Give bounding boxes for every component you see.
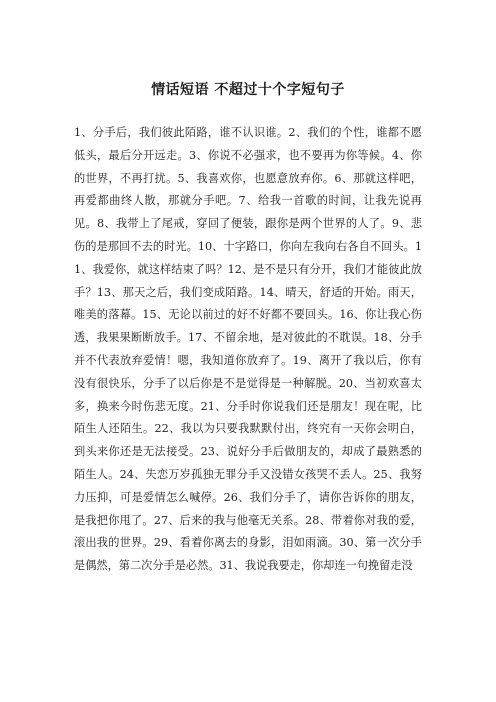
page-title: 情话短语 不超过十个字短句子 [151, 82, 345, 98]
body-paragraph: 1、分手后，我们彼此陌路，谁不认识谁。2、我们的个性，谁都不愿低头，最后分开远走。3、你说不必强求，也不要再为你等候。4、你的世界，不再打扰。5、我喜欢你，也愿意放弃你。6、那就这样吧，再爱都曲终人散，那就分手吧。7、给我一首歌的时间，让我先说再见。8、我带上了尾戒，穿回了便装，跟你是两个世界的人了。9、悲伤的是那回不去的时光。10、十字路口，你向左我向右各自不回头。11、我爱你，就这样结束了吗？12、是不是只有分开，我们才能彼此放手？13、那天之后，我们变成陌路。14、晴天，舒适的开始。雨天，唯美的落幕。15、无论以前过的好不好都不要回头。16、你让我心伤透，我果果断断放手。17、不留余地，是对彼此的不耽误。18、分手并不代表放弃爱情！嗯，我知道你放弃了。19、离开了我以后，你有没有很快乐，分手了以后你是不是觉得是一种解脱。20、当初欢喜太多，换来今时伤悲无度。21、分手时你说我们还是朋友！现在呢，比陌生人还陌生。22、我以为只要我默默付出，终究有一天你会明白，到头来你还是无法接受。23、说好分手后做朋友的，却成了最熟悉的陌生人。24、失恋万岁孤独无罪分手又没错女孩哭不丢人。25、我努力压抑，可是爱情怎么喊停。26、我们分手了，请你告诉你的朋友，是我把你甩了。27、后来的我与他毫无关系。28、带着你对我的爱，滚出我的世界。29、看着你离去的身影，泪如雨滴。30、第一次分手是偶然，第二次分手是必然。31、我说我要走，你却连一句挽留走没 [74, 126, 422, 573]
